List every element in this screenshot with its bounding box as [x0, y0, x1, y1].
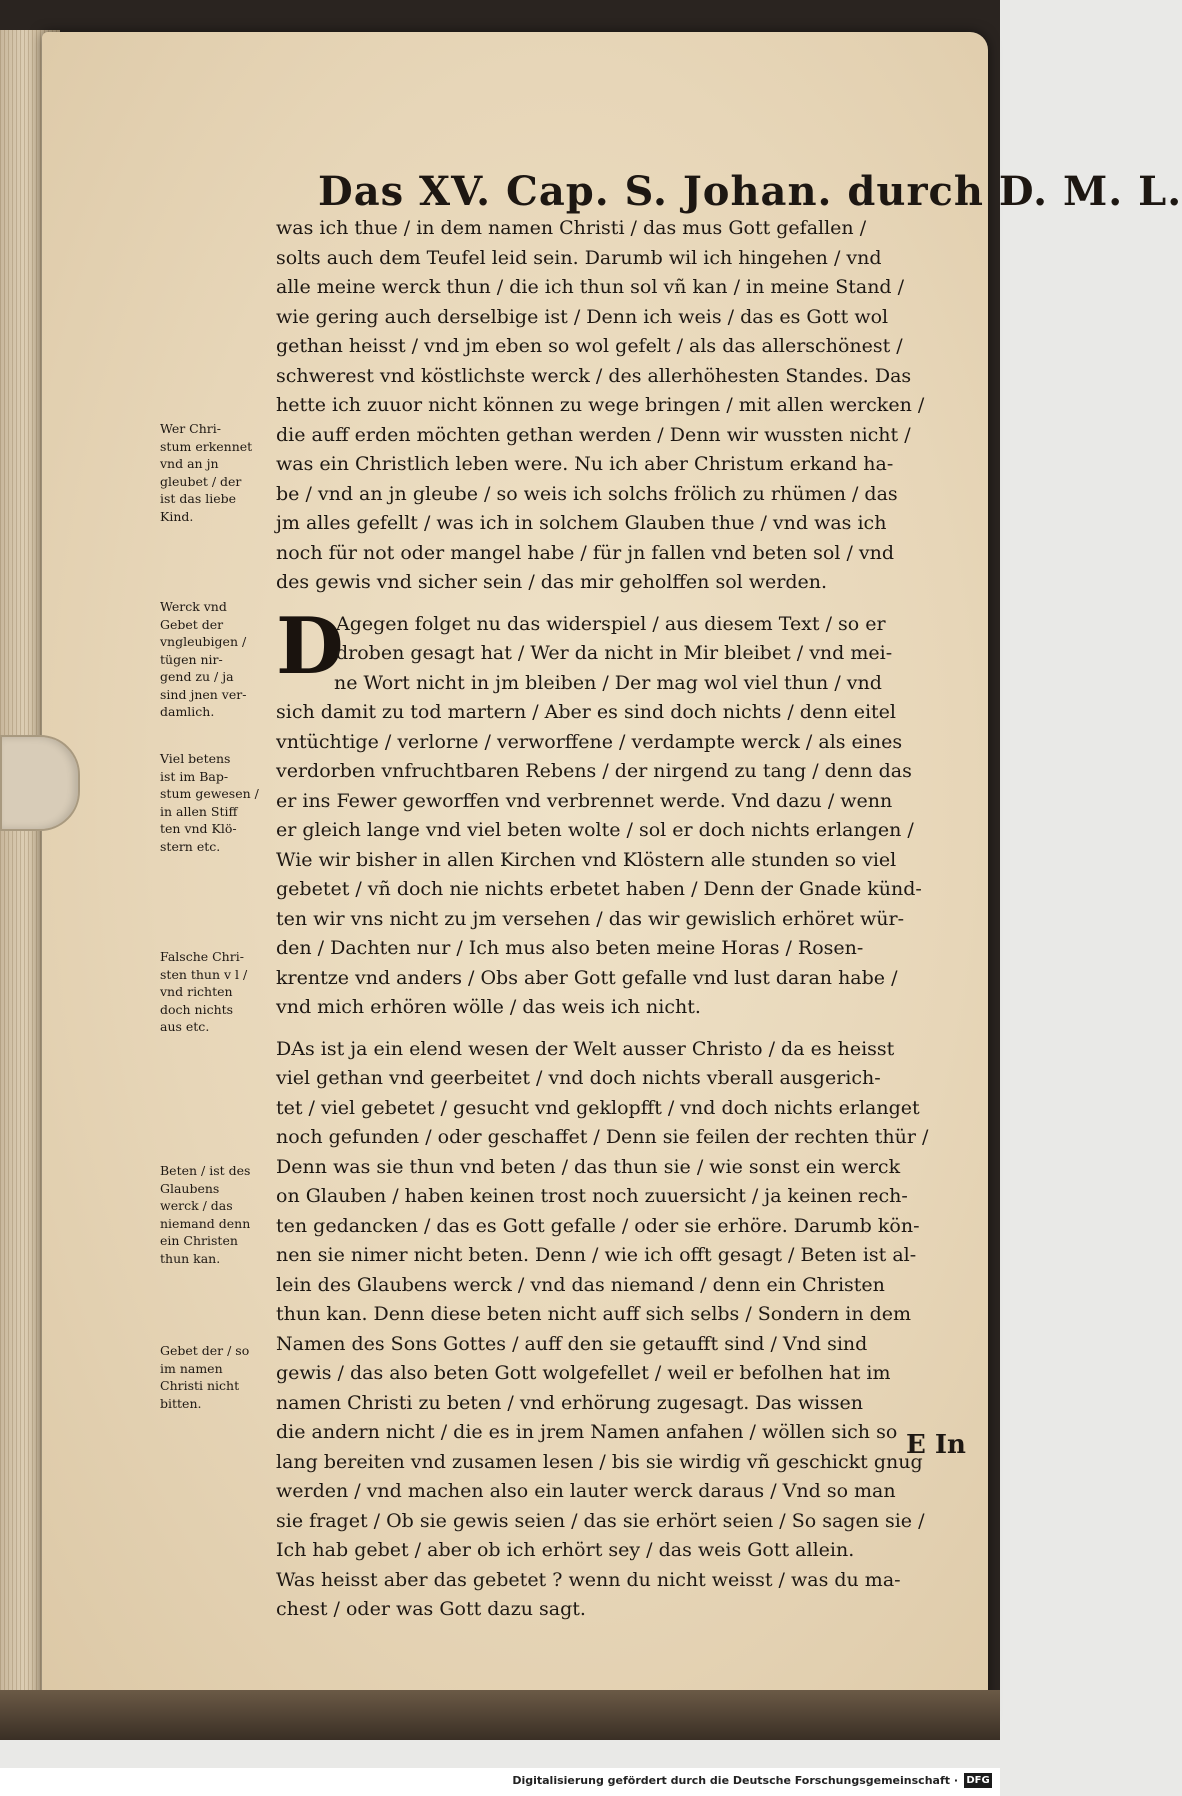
margin-note-line: doch nichts	[160, 1001, 234, 1017]
text-line: droben gesagt hat / Wer da nicht in Mir bleibet / vnd mei-	[336, 642, 893, 664]
margin-note-line: Kind.	[160, 508, 194, 524]
margin-note-line: stern etc.	[160, 838, 221, 854]
margin-note-line: Wer Chri-	[160, 421, 221, 436]
footer-bar	[0, 1768, 1000, 1796]
text-line: sich damit zu tod martern / Aber es sind doch nichts / denn eitel	[276, 701, 896, 723]
text-line: namen Christi zu beten / vnd erhörung zugesagt. Das wissen	[276, 1391, 864, 1414]
margin-note	[160, 1342, 278, 1412]
text-line: gebetet / vñ doch nie nichts erbetet haben / Denn der Gnade künd-	[276, 878, 922, 900]
margin-note	[160, 598, 278, 721]
text-line: Ich hab gebet / aber ob ich erhört sey / das weis Gott allein.	[276, 1539, 855, 1561]
text-line: wie gering auch derselbige ist / Denn ich weis / das es Gott wol	[276, 305, 889, 328]
margin-note-line: Beten / ist des	[160, 1163, 251, 1178]
margin-note-line: vnd richten	[160, 984, 233, 999]
margin-note-line: stum gewesen /	[160, 786, 259, 801]
margin-note-line: gend zu / ja	[160, 669, 234, 684]
text-line: krentze vnd anders / Obs aber Gott gefalle vnd lust daran habe /	[276, 966, 898, 989]
text-line: gewis / das also beten Gott wolgefellet / weil er befolhen hat im	[276, 1362, 891, 1384]
text-line: noch gefunden / oder geschaffet / Denn sie feilen der rechten thür /	[276, 1126, 929, 1148]
margin-note-line: Gebet der	[160, 616, 224, 632]
margin-note-line: ist das liebe	[160, 491, 237, 506]
text-line: vnd mich erhören wölle / das weis ich nicht.	[276, 996, 701, 1018]
text-line: lein des Glaubens werck / vnd das niemand / denn ein Christen	[276, 1273, 885, 1296]
text-line: viel gethan vnd geerbeitet / vnd doch nichts vberall ausgerich-	[276, 1067, 881, 1089]
text-line: verdorben vnfruchtbaren Rebens / der nirgend zu tang / denn das	[276, 760, 912, 782]
text-line: Wie wir bisher in allen Kirchen vnd Klöstern alle stunden so viel	[276, 848, 897, 871]
paragraph	[276, 214, 964, 598]
footer-credit: Digitalisierung gefördert durch die Deutsche Forschungsgemeinschaft ·	[512, 1774, 958, 1787]
margin-note-line: Glaubens	[160, 1180, 220, 1196]
margin-note-line: vngleubigen /	[160, 634, 247, 649]
text-line: ten wir vns nicht zu jm versehen / das wir gewislich erhöret wür-	[276, 907, 905, 930]
margin-note-line: damlich.	[160, 704, 215, 719]
margin-note-line: Christi nicht	[160, 1378, 240, 1393]
margin-note-line: ist im Bap-	[160, 768, 229, 784]
text-line: ten gedancken / das es Gott gefalle / oder sie erhöre. Darumb kön-	[276, 1214, 920, 1237]
text-line: werden / vnd machen also ein lauter werck daraus / Vnd so man	[276, 1480, 896, 1502]
text-line: Denn was sie thun vnd beten / das thun sie / wie sonst ein werck	[276, 1155, 901, 1178]
dfg-logo: DFG	[964, 1773, 992, 1788]
text-line: hette ich zuuor nicht können zu wege bringen / mit allen wercken /	[276, 394, 925, 416]
margin-note-line: sind jnen ver-	[160, 686, 247, 702]
book-clip-tab	[0, 735, 80, 831]
margin-note-line: ein Christen	[160, 1233, 238, 1248]
margin-note-line: Werck vnd	[160, 599, 227, 614]
margin-note-line: vnd an jn	[160, 456, 219, 471]
text-line: thun kan. Denn diese beten nicht auff sich selbs / Sondern in dem	[276, 1303, 912, 1325]
text-line: Was heisst aber das gebetet ? wenn du nicht weisst / was du ma-	[276, 1568, 901, 1591]
margin-note-line: sten thun v l /	[160, 966, 248, 982]
margin-note-line: aus etc.	[160, 1019, 210, 1034]
text-line: Namen des Sons Gottes / auff den sie getaufft sind / Vnd sind	[276, 1332, 868, 1355]
margin-note	[160, 1162, 278, 1267]
text-line: DAs ist ja ein elend wesen der Welt ausser Christo / da es heisst	[276, 1037, 895, 1060]
text-line: jm alles gefellt / was ich in solchem Glauben thue / vnd was ich	[276, 512, 887, 534]
text-line: ne Wort nicht in jm bleiben / Der mag wol viel thun / vnd	[334, 671, 882, 694]
text-line: was ein Christlich leben were. Nu ich aber Christum erkand ha-	[276, 453, 894, 475]
text-line: on Glauben / haben keinen trost noch zuuersicht / ja keinen rech-	[276, 1185, 908, 1207]
text-line: schwerest vnd köstlichste werck / des allerhöhesten Standes. Das	[276, 364, 912, 387]
text-line: sie fraget / Ob sie gewis seien / das sie erhört seien / So sagen sie /	[276, 1509, 925, 1532]
margin-note-line: tügen nir-	[160, 651, 223, 667]
margin-note-line: gleubet / der	[160, 473, 242, 489]
margin-note-line: stum erkennet	[160, 438, 253, 454]
text-line: noch für not oder mangel habe / für jn fallen vnd beten sol / vnd	[276, 541, 895, 564]
margin-note-line: bitten.	[160, 1395, 202, 1411]
text-line: die auff erden möchten gethan werden / Denn wir wussten nicht /	[276, 423, 911, 446]
text-line: chest / oder was Gott dazu sagt.	[276, 1598, 586, 1620]
margin-note	[160, 750, 278, 855]
margin-note-line: werck / das	[160, 1198, 233, 1213]
text-line: den / Dachten nur / Ich mus also beten meine Horas / Rosen-	[276, 937, 864, 959]
margin-note-line: thun kan.	[160, 1250, 221, 1266]
text-line: be / vnd an jn gleube / so weis ich solchs frölich zu rhümen / das	[276, 482, 898, 505]
margin-note	[160, 948, 278, 1036]
margin-note-line: Gebet der / so	[160, 1343, 250, 1358]
text-line: er ins Fewer geworffen vnd verbrennet werde. Vnd dazu / wenn	[276, 789, 893, 812]
text-line: was ich thue / in dem namen Christi / das mus Gott gefallen /	[276, 217, 867, 239]
drop-cap: D	[276, 600, 344, 692]
margin-note-line: Viel betens	[160, 751, 231, 766]
margin-note-line: niemand denn	[160, 1215, 251, 1231]
margin-note-line: Falsche Chri-	[160, 949, 244, 964]
main-text	[276, 214, 964, 1625]
text-line: vntüchtige / verlorne / verworffene / verdampte werck / als eines	[276, 730, 903, 753]
text-line: die andern nicht / die es in jrem Namen anfahen / wöllen sich so	[276, 1421, 898, 1443]
paragraph	[276, 1035, 964, 1625]
text-line: tet / viel gebetet / gesucht vnd geklopfft / vnd doch nichts erlanget	[276, 1096, 920, 1119]
text-line: solts auch dem Teufel leid sein. Darumb wil ich hingehen / vnd	[276, 246, 882, 269]
margin-note-line: ten vnd Klö-	[160, 821, 237, 836]
paragraph	[276, 600, 964, 1023]
margin-note-line: im namen	[160, 1360, 223, 1376]
text-line: des gewis vnd sicher sein / das mir geholffen sol werden.	[276, 571, 828, 593]
text-line: lang bereiten vnd zusamen lesen / bis sie wirdig vñ geschickt gnug	[276, 1450, 923, 1473]
catchword: E In	[906, 1430, 966, 1460]
text-line: gethan heisst / vnd jm eben so wol gefelt / als das allerschönest /	[276, 335, 903, 357]
margin-note	[160, 420, 278, 525]
text-line: alle meine werck thun / die ich thun sol vñ kan / in meine Stand /	[276, 276, 905, 298]
text-line: nen sie nimer nicht beten. Denn / wie ich offt gesagt / Beten ist al-	[276, 1244, 917, 1266]
running-header: Das XV. Cap. S. Johan. durch D. M. L.	[318, 168, 1182, 215]
text-line: er gleich lange vnd viel beten wolte / sol er doch nichts erlangen /	[276, 819, 914, 841]
margin-note-line: in allen Stiff	[160, 803, 238, 819]
text-line: Agegen folget nu das widerspiel / aus diesem Text / so er	[336, 612, 886, 635]
scan-bottom-shadow	[0, 1690, 1000, 1740]
